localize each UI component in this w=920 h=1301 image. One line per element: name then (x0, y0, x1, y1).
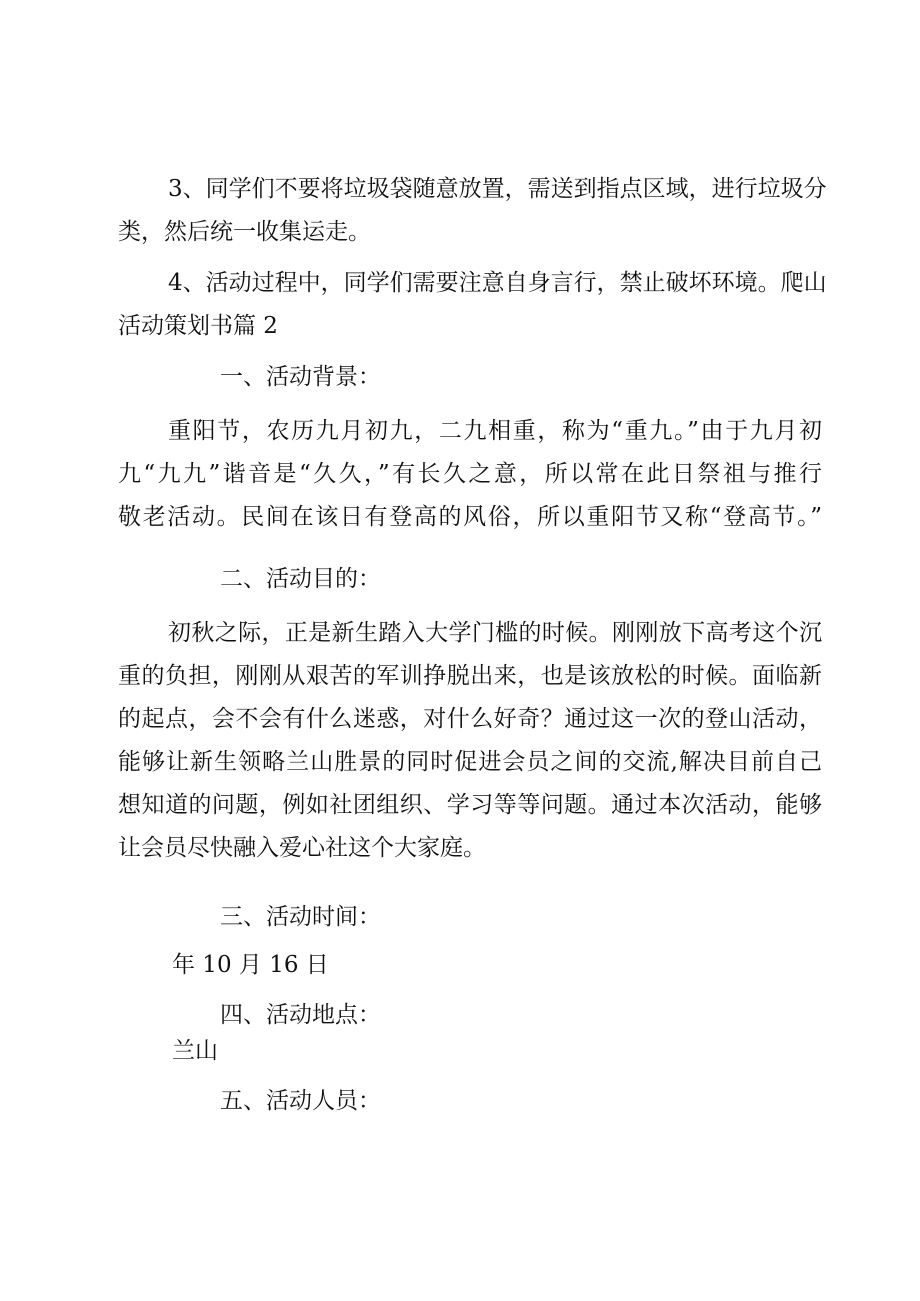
paragraph-line: 初秋之际，正是新生踏入大学门槛的时候。刚刚放下高考这个沉 (168, 620, 822, 646)
paragraph-line: 活动策划书篇 2 (118, 313, 278, 339)
section-heading-location: 四、活动地点： (220, 1002, 381, 1028)
paragraph-item-4 (118, 262, 827, 348)
paragraph-line: 让会员尽快融入爱心社这个大家庭。 (118, 835, 486, 861)
paragraph-background (118, 410, 822, 539)
section-heading-purpose: 二、活动目的： (220, 566, 381, 592)
section-heading-participants: 五、活动人员： (220, 1088, 381, 1114)
paragraph-line: 敬老活动。民间在该日有登高的风俗，所以重阳节又称“登高节。” (118, 504, 822, 530)
paragraph-purpose (118, 612, 822, 870)
paragraph-line: 重的负担，刚刚从艰苦的军训挣脱出来，也是该放松的时候。面临新 (118, 663, 822, 689)
paragraph-line: 的起点，会不会有什么迷惑，对什么好奇？通过这一次的登山活动， (118, 706, 822, 732)
section-heading-time: 三、活动时间： (220, 904, 381, 930)
paragraph-line: 4、活动过程中，同学们需要注意自身言行，禁止破坏环境。爬山 (168, 270, 827, 296)
paragraph-line: 重阳节，农历九月初九，二九相重，称为“重九。”由于九月初 (168, 418, 822, 444)
paragraph-line: 3、同学们不要将垃圾袋随意放置，需送到指点区域，进行垃圾分 (168, 176, 827, 202)
section-heading-background: 一、活动背景： (220, 364, 381, 390)
paragraph-item-3 (118, 168, 827, 254)
paragraph-line: 类，然后统一收集运走。 (118, 219, 371, 245)
activity-location: 兰山 (172, 1038, 218, 1064)
activity-date: 年 10 月 16 日 (172, 952, 329, 978)
paragraph-line: 想知道的问题，例如社团组织、学习等等问题。通过本次活动，能够 (118, 792, 822, 818)
paragraph-line: 能够让新生领略兰山胜景的同时促进会员之间的交流,解决目前自己 (118, 749, 822, 775)
paragraph-line: 九“九九”谐音是“久久，”有长久之意，所以常在此日祭祖与推行 (118, 461, 822, 487)
